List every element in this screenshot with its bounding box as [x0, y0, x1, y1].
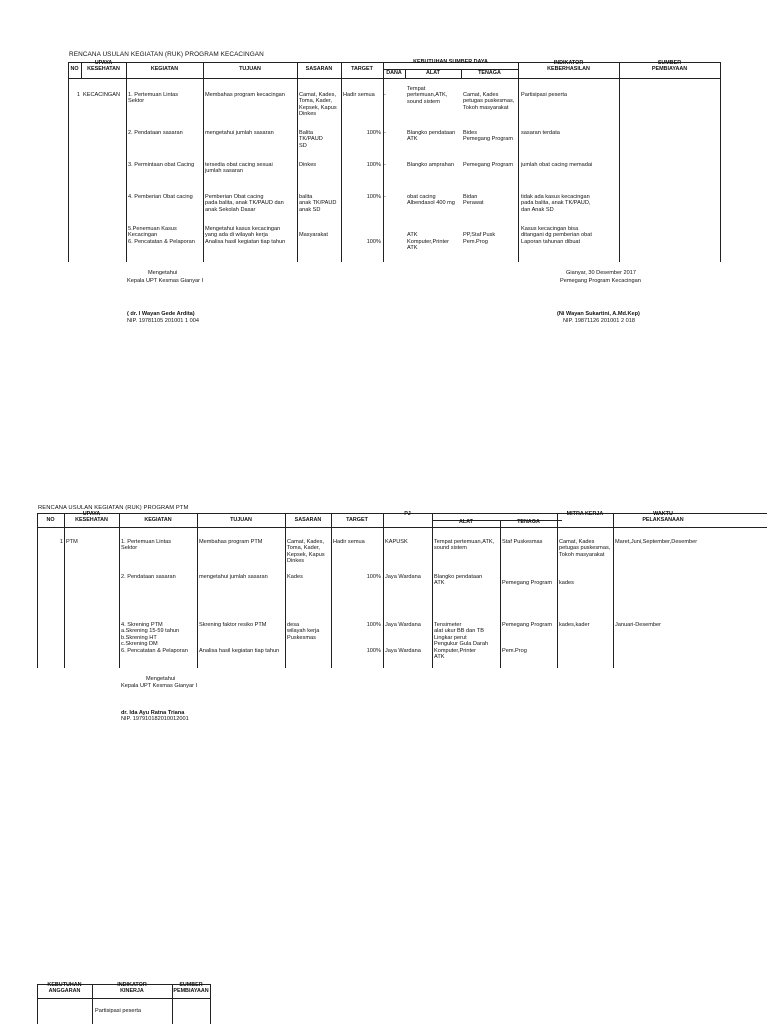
table-border-right [210, 984, 211, 1024]
col-divider [285, 513, 286, 668]
cell-kegiatan: 3. Permintaan obat Cacing [128, 162, 195, 168]
header-indikator-kinerja: INDIKATOR KINERJA [117, 982, 147, 994]
cell-target: Hadir semua [343, 92, 375, 98]
cell-kegiatan: 1. Pertemuan Lintas Sektor [121, 539, 172, 552]
col-divider [383, 513, 384, 668]
col-divider [64, 513, 65, 668]
cell-kegiatan: 1. Pertemuan Lintas Sektor [128, 92, 179, 105]
cell-tujuan: tersedia obat cacing sesuai jumlah sasaran [205, 162, 273, 175]
cell-target: 100% [366, 162, 381, 168]
sign-left-position: Kepala UPT Kesmas Gianyar I [127, 278, 204, 284]
sign-left-nip: NIP. 19781105 201001 1 004 [127, 318, 199, 324]
cell-sasaran: Camat, Kades, Toma, Kader, Kepsek, Kapus Dinkes [299, 92, 337, 118]
sign-position: Kepala UPT Kesmas Gianyar I [121, 683, 198, 689]
sign-right-position: Pemegang Program Kecacingan [560, 278, 641, 284]
col-divider [126, 62, 127, 262]
cell-indikator: Kasus kecacingan bisa ditangani dg pemberian obat Laporan tahunan dibuat [521, 226, 592, 245]
cell-tenaga: Pemegang Program [463, 162, 514, 168]
table-border-left [37, 513, 38, 668]
col-divider [518, 62, 519, 262]
header-waktu-pelaksanaan: WAKTU PELAKSANAAN [642, 511, 684, 523]
header-kegiatan: KEGIATAN [150, 66, 179, 72]
row-number: 1 [76, 92, 80, 98]
header-sumber-pembiayaan: SUMBER PEMBIAYAAN [651, 60, 688, 72]
cell-dana: - [384, 162, 386, 168]
upaya-kesehatan-value: KECACINGAN [83, 92, 120, 98]
header-tujuan: TUJUAN [230, 517, 252, 523]
sign-nip: NIP. 197910182010012001 [121, 716, 189, 722]
cell-waktu: Januari-Desember [615, 622, 662, 628]
cell-tujuan: mengetahui jumlah sasaran [199, 574, 268, 580]
col-divider [500, 520, 501, 668]
cell-tenaga: PP,Staf Pusk Pem.Prog [463, 232, 496, 245]
col-divider [341, 62, 342, 262]
header-tenaga: TENAGA [478, 70, 501, 76]
header-target: TARGET [351, 66, 373, 72]
col-divider [557, 513, 558, 668]
cell-target: 100% [366, 130, 381, 136]
cell-sasaran: balita anak TK/PAUD anak SD [299, 194, 337, 213]
cell-sasaran: Balita TK/PAUD SD [299, 130, 323, 149]
cell-indikator: tidak ada kasus kecacingan pada balita, anak TK/PAUD, dan Anak SD [521, 194, 591, 213]
cell-target: 100% [366, 574, 381, 580]
header-sasaran: SASARAN [305, 66, 333, 72]
header-dana: DANA [386, 70, 402, 76]
header-tujuan: TUJUAN [239, 66, 261, 72]
cell-indikator: Partisipasi peserta [95, 1008, 142, 1014]
cell-tenaga: Pemegang Program Pem.Prog [502, 622, 553, 654]
col-divider [432, 513, 433, 668]
cell-kegiatan: 2. Pendataan sasaran [121, 574, 176, 580]
cell-indikator: Partisipasi peserta [521, 92, 568, 98]
header-alat: ALAT [426, 70, 440, 76]
row-number: 1 [59, 539, 63, 545]
cell-sasaran: desa wilayah kerja Puskesmas [287, 622, 320, 641]
header-kebutuhan-sumber-daya: KEBUTUHAN SUMBER DAYA [413, 59, 488, 65]
cell-alat: Tempat pertemuan,ATK, sound sistem [434, 539, 495, 552]
table-header-bottom [68, 78, 721, 79]
cell-tujuan: Membahas program kecacingan [205, 92, 285, 98]
sign-mengetahui: Mengetahui [146, 676, 176, 682]
cell-tujuan: Membahas program PTM [199, 539, 263, 545]
cell-kegiatan: 4. Pemberian Obat cacing [128, 194, 193, 200]
sign-right-date: Gianyar, 30 Desember 2017 [566, 270, 636, 276]
table-header-bottom [37, 998, 211, 999]
cell-alat: Blangko pendataan ATK [407, 130, 456, 143]
header-upaya-kesehatan: UPAYA KESEHATAN [75, 511, 108, 523]
cell-target: 100% 100% [366, 622, 381, 654]
sign-name: dr. Ida Ayu Ratna Triana [121, 710, 185, 716]
header-sasaran: SASARAN [294, 517, 322, 523]
cell-tenaga: Camat, Kades petugas puskesmas, Tokoh masyarakat [463, 92, 515, 111]
ruk1-title: RENCANA USULAN KEGIATAN (RUK) PROGRAM KECACINGAN [69, 51, 264, 58]
cell-kegiatan: 5.Penemuan Kasus Kecacingan 6. Pencatatan & Pelaporan [128, 226, 195, 245]
cell-indikator: sasaran terdata [521, 130, 560, 136]
cell-mitra: Camat, Kades petugas puskesmas, Tokoh masyarakat [559, 539, 611, 558]
header-upaya-kesehatan: UPAYA KESEHATAN [87, 60, 120, 72]
cell-alat: Blangko amprahan [407, 162, 454, 168]
cell-tenaga: Bidan Perawat [463, 194, 484, 207]
col-divider [619, 62, 620, 262]
col-divider [203, 62, 204, 262]
sign-left-mengetahui: Mengetahui [148, 270, 178, 276]
cell-tujuan: mengetahui jumlah sasaran [205, 130, 274, 136]
cell-tujuan: Skrening faktor resiko PTM Analisa hasil kegiatan tiap tahun [199, 622, 280, 654]
col-divider [297, 62, 298, 262]
cell-tujuan: Pemberian Obat cacing pada balita, anak TK/PAUD dan anak Sekolah Dasar [205, 194, 284, 213]
cell-sasaran: Kades [287, 574, 303, 580]
sign-left-name: ( dr. I Wayan Gede Ardita) [127, 311, 195, 317]
col-divider [119, 513, 120, 668]
sign-right-nip: NIP. 19871126 201001 2 018 [563, 318, 635, 324]
cell-pj: Jaya Wardana [385, 574, 421, 580]
header-tenaga: TENAGA [517, 519, 540, 525]
cell-dana: - [384, 130, 386, 136]
cell-kegiatan: 4. Skrening PTM a.Skrening 15-59 tahun b.Skrening HT c.Skrening DM 6. Pencatatan & Pelaporan [121, 622, 188, 654]
cell-sasaran: Masyarakat [299, 232, 328, 238]
cell-target: 100% [366, 194, 381, 200]
table-border-right [720, 62, 721, 262]
header-kegiatan: KEGIATAN [144, 517, 172, 523]
header-mitra-kerja: MITRA KERJA [566, 511, 604, 517]
cell-tenaga: Bides Pemegang Program [463, 130, 514, 143]
header-indikator-keberhasilan: INDIKATOR KEBERHASILAN [547, 60, 590, 72]
header-sumber-pembiayaan: SUMBER PEMBIAYAAN [173, 982, 209, 994]
header-alat: ALAT [459, 519, 473, 525]
upaya-kesehatan-value: PTM [66, 539, 78, 545]
col-divider [331, 513, 332, 668]
cell-tenaga: Pemegang Program [502, 580, 553, 587]
cell-waktu: Maret,Juni,September,Desember [615, 539, 698, 545]
cell-tenaga: Staf Puskesmas [502, 539, 543, 545]
cell-target: Hadir semua [333, 539, 365, 545]
cell-dana: - [384, 92, 386, 98]
cell-pj: Jaya Wardana Jaya Wardana [385, 622, 421, 654]
cell-mitra: kades [559, 580, 574, 587]
header-no: NO [70, 66, 79, 72]
header-pj: PJ [404, 511, 411, 517]
sign-right-name: (Ni Wayan Sukartini, A.Md.Kep) [557, 311, 640, 317]
cell-sasaran: Dinkes [299, 162, 317, 168]
cell-pj: KAPUSK [385, 539, 408, 545]
header-no: NO [46, 517, 55, 523]
col-divider [613, 513, 614, 668]
cell-sasaran: Camat, Kades, Toma, Kader, Kepsek, Kapus Dinkes [287, 539, 325, 565]
cell-tujuan: Mengetahui kasus kecacingan yang ada di wilayah kerja Analisa hasil kegiatan tiap tahun [205, 226, 286, 245]
header-target: TARGET [346, 517, 368, 523]
cell-indikator: jumlah obat cacing memadai [521, 162, 593, 168]
cell-alat: ATK Komputer,Printer ATK [407, 232, 449, 252]
cell-mitra: kades,kader [559, 622, 590, 628]
header-kebutuhan-anggaran: KEBUTUHAN ANGGARAN [47, 982, 82, 994]
cell-dana: - [384, 194, 386, 200]
cell-kegiatan: 2. Pendataan sasaran [128, 130, 183, 136]
cell-target: 100% [366, 238, 381, 245]
col-divider [197, 513, 198, 668]
cell-alat: Tensimeter alat ukur BB dan TB Lingkar perut Pengukur Gula Darah Komputer,Printer ATK [434, 622, 489, 661]
table-header-bottom [37, 527, 767, 528]
cell-alat: obat cacing Albendasol 400 mg [407, 194, 455, 207]
cell-alat: Blangko pendataan ATK [434, 574, 483, 587]
cell-alat: Tempat pertemuan,ATK, sound sistem [407, 86, 448, 105]
ruk2-title: RENCANA USULAN KEGIATAN (RUK) PROGRAM PTM [38, 505, 189, 511]
